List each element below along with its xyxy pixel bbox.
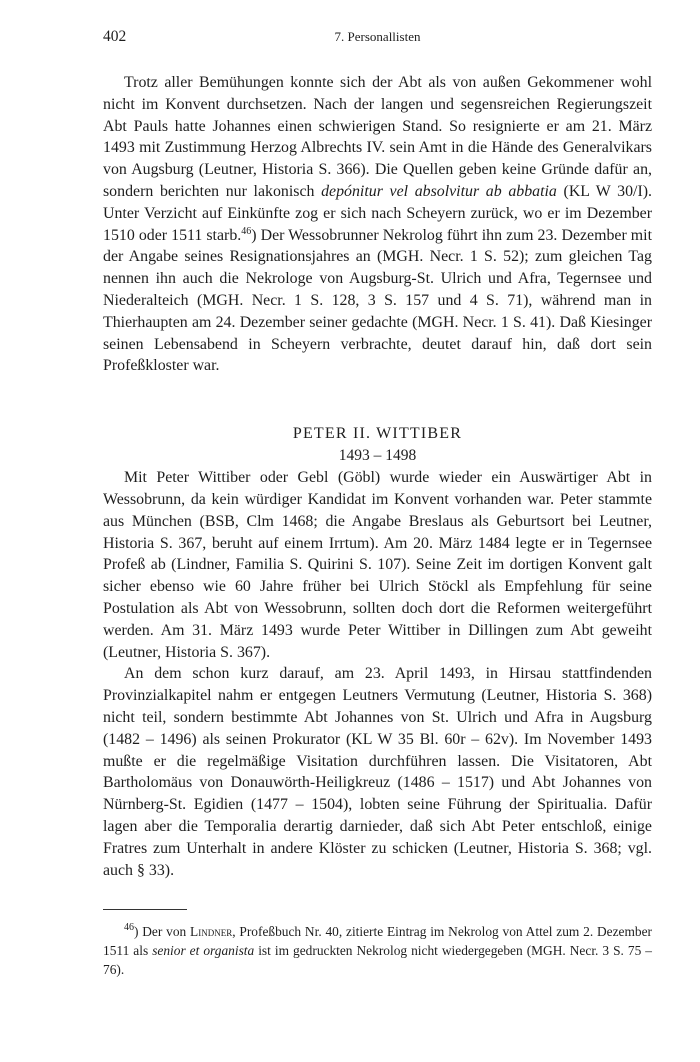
footnote-number: 46 xyxy=(124,922,134,934)
abbot-name: PETER II. WITTIBER xyxy=(292,425,463,443)
paragraph-1-text-b: (KL W 30/I). Unter Verzicht auf Einkünfte zog er sich nach Scheyern zurück, wo er im Dezember 1510 oder 1511 starb. xyxy=(103,182,652,244)
footnote-author: Lindner xyxy=(190,924,233,940)
page-header xyxy=(103,28,652,50)
abbot-years: 1493 – 1498 xyxy=(338,447,417,465)
latin-quote: depónitur vel absolvitur ab abbatia xyxy=(321,182,557,200)
footnote-reference: 46 xyxy=(241,225,252,237)
paragraph-2: Mit Peter Wittiber oder Gebl (Göbl) wurde wieder ein Auswärtiger Abt in Wessobrunn, da kein würdiger Kandidat im Konvent vorhanden war. Peter stammte aus München (BSB, Clm 1468; die Angabe Breslaus als Geburtsort bei Leutner, Historia S. 367, beruht auf einem Irrtum). Am 20. März 1484 legte er in Tegernsee Profeß ab (Lindner, Familia S. Quirini S. 107). Seine Zeit im dortigen Konvent galt sicher ebenso wie 60 Jahre früher bei Ulrich Stöckl als Empfehlung für seine Postulation als Abt von Wessobrunn, sollten doch dort die Reformen weitergeführt werden. Am 31. März 1493 wurde Peter Wittiber in Dillingen zum Abt geweiht (Leutner, Historia S. 367). xyxy=(103,469,652,661)
paragraph-1-text-a: Trotz aller Bemühungen konnte sich der Abt als von außen Gekommener wohl nicht im Konvent durchsetzen. Nach der langen und segensreichen Regierungszeit Abt Pauls hatte Johannes einen schwierigen Stand. So resignierte er am 21. März 1493 mit Zustimmung Herzog Albrechts IV. sein Amt in die Hände des Generalvikars von Augsburg (Leutner, Historia S. 366). Die Quellen geben keine Gründe dafür an, sondern berichten nur lakonisch xyxy=(103,74,652,200)
main-text xyxy=(103,72,652,881)
footnote-text-c: ist im gedruckten Nekrolog nicht wiedergegeben (MGH. Necr. 3 S. 75 – 76). xyxy=(103,943,652,978)
paragraph-1 xyxy=(103,72,652,377)
page-number: 402 xyxy=(103,28,127,45)
footnote-text-b: , Profeßbuch Nr. 40, zitierte Eintrag im Nekrolog von Attel zum 2. Dezember 1511 als xyxy=(103,924,652,959)
paragraph-1-text-c: ) Der Wessobrunner Nekrolog führt ihn zum 23. Dezember mit der Angabe seines Resignationsjahres an (MGH. Necr. 1 S. 52); zum gleichen Tag nennen ihn auch die Nekrologe von Augsburg-St. Ulrich und Afra, Tegernsee und Niederalteich (MGH. Necr. 1 S. 128, 3 S. 157 und 4 S. 71), während man in Thierhaupten am 24. Dezember seiner gedachte (MGH. Necr. 1 S. 41). Daß Kiesinger seinen Lebensabend in Scheyern verbrachte, deutet darauf hin, daß dort sein Profeßkloster war. xyxy=(103,226,652,375)
footnote xyxy=(103,922,652,979)
document-page xyxy=(103,28,652,979)
footnote-text-a: ) Der von xyxy=(134,924,191,940)
footnote-latin: senior et organista xyxy=(152,943,255,959)
section-heading xyxy=(103,423,652,467)
footnote-separator xyxy=(103,909,187,910)
running-title: 7. Personallisten xyxy=(334,29,421,44)
paragraph-3: An dem schon kurz darauf, am 23. April 1493, in Hirsau stattfindenden Provinzialkapitel nahm er entgegen Leutners Vermutung (Leutner, Historia S. 368) nicht teil, sondern bestimmte Abt Johannes von St. Ulrich und Afra in Augsburg (1482 – 1496) als seinen Prokurator (KL W 35 Bl. 60r – 62v). Im November 1493 mußte er die regelmäßige Visitation durchführen lassen. Die Visitatoren, Abt Bartholomäus von Donauwörth-Heiligkreuz (1486 – 1517) und Abt Johannes von Nürnberg-St. Egidien (1477 – 1504), lobten seine Führung der Spiritualia. Dafür lagen aber die Temporalia derartig darnieder, daß sich Abt Peter entschloß, einige Fratres zum Unterhalt in andere Klöster zu schicken (Leutner, Historia S. 368; vgl. auch § 33). xyxy=(103,665,652,879)
